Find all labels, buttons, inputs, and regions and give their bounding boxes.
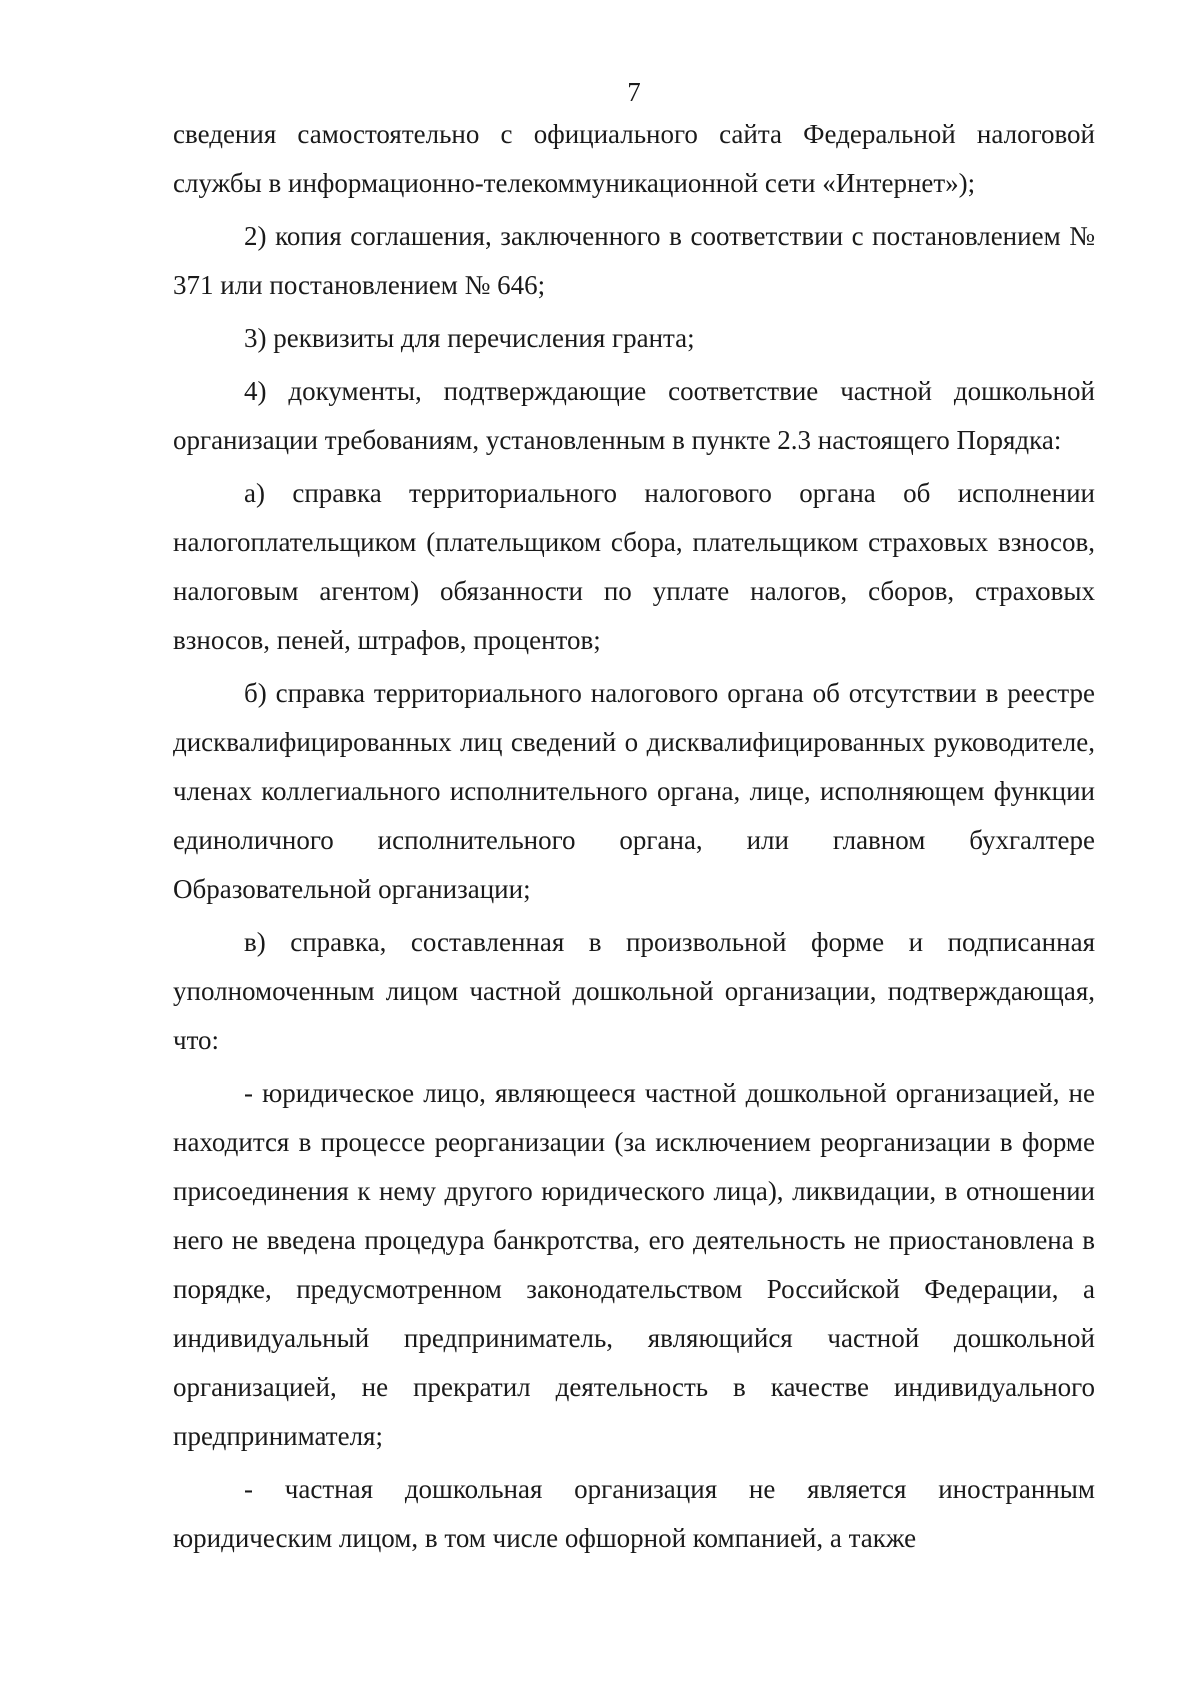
paragraph-item-3: 3) реквизиты для перечисления гранта; (244, 323, 695, 353)
paragraph-item-b: б) справка территориального налогового органа об отсутствии в реестре дисквалифицированных лиц сведений о дисквалифицированных руководителе, членах коллегиального исполнительного органа, лице, исполняющем функции единоличного исполнительного органа, или главном бухгалтере Образовательной организации; (173, 678, 1095, 904)
paragraph-bullet-1: - юридическое лицо, являющееся частной дошкольной организацией, не находится в процессе реорганизации (за исключением реорганизации в форме присоединения к нему другого юридического лица), ликвидации, в отношении него не введена процедура банкротства, его деятельность не приостановлена в порядке, предусмотренном законодательством Российской Федерации, а индивидуальный предприниматель, являющийся частной дошкольной организацией, не прекратил деятельность в качестве индивидуального предпринимателя; (173, 1078, 1095, 1451)
paragraph-item-a: а) справка территориального налогового органа об исполнении налогоплательщиком (плательщиком сбора, плательщиком страховых взносов, налоговым агентом) обязанности по уплате налогов, сборов, страховых взносов, пеней, штрафов, процентов; (173, 478, 1095, 655)
paragraph-item-v: в) справка, составленная в произвольной форме и подписанная уполномоченным лицом частной дошкольной организации, подтверждающая, что: (173, 927, 1095, 1055)
paragraph-bullet-2: - частная дошкольная организация не является иностранным юридическим лицом, в том числе офшорной компанией, а также (173, 1474, 1095, 1553)
page-number: 7 (627, 77, 641, 107)
paragraph-continuation: сведения самостоятельно с официального сайта Федеральной налоговой службы в информационно-телекоммуникационной сети «Интернет»); (173, 119, 1095, 198)
paragraph-item-2: 2) копия соглашения, заключенного в соответствии с постановлением № 371 или постановлением № 646; (173, 221, 1095, 300)
document-body (173, 110, 1095, 1563)
paragraph-item-4: 4) документы, подтверждающие соответствие частной дошкольной организации требованиям, установленным в пункте 2.3 настоящего Порядка: (173, 376, 1095, 455)
